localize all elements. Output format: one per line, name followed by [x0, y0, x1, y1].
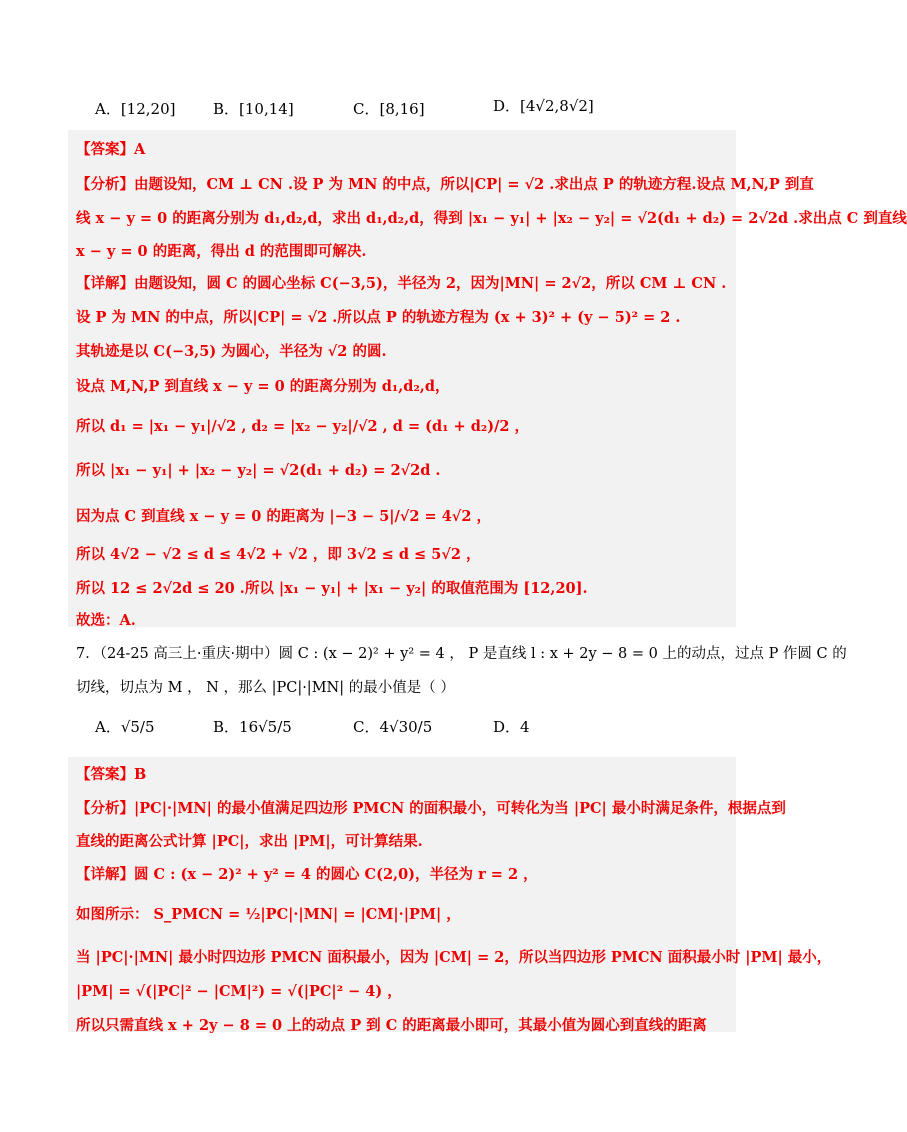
q6-analysis-line-1: 【分析】由题设知，CM ⊥ CN .设 P 为 MN 的中点，所以|CP| = √2 .求出点 P 的轨迹方程.设点 M,N,P 到直	[76, 176, 814, 193]
q6-detail-line-1: 【详解】由题设知，圆 C 的圆心坐标 C(−3,5)，半径为 2，因为|MN| = 2√2，所以 CM ⊥ CN .	[76, 275, 727, 292]
q7-analysis-line-1: 【分析】|PC|·|MN| 的最小值满足四边形 PMCN 的面积最小，可转化为当 |PC| 最小时满足条件，根据点到	[76, 800, 786, 817]
q6-detail-line-8: 所以 4√2 − √2 ≤ d ≤ 4√2 + √2 ，即 3√2 ≤ d ≤ 5√2 ，	[76, 546, 481, 563]
q6-conclusion: 故选：A.	[76, 612, 136, 629]
q6-option-c: C．[8,16]	[353, 100, 425, 118]
q7-option-c: C．4√30/5	[353, 718, 433, 736]
q7-option-a: A．√5/5	[95, 718, 155, 736]
q6-detail-line-3: 其轨迹是以 C(−3,5) 为圆心，半径为 √2 的圆.	[76, 343, 387, 360]
q7-detail-line-5: 所以只需直线 x + 2y − 8 = 0 上的动点 P 到 C 的距离最小即可，其最小值为圆心到直线的距离	[76, 1017, 707, 1034]
q7-detail-line-4: |PM| = √(|PC|² − |CM|²) = √(|PC|² − 4) ，	[76, 983, 402, 1000]
q6-option-d: D．[4√2,8√2]	[493, 97, 594, 115]
q7-detail-line-1: 【详解】圆 C : (x − 2)² + y² = 4 的圆心 C(2,0)，半径为 r = 2 ，	[76, 866, 538, 883]
q7-stem-line-1: 7．（24-25 高三上·重庆·期中）圆 C : (x − 2)² + y² = 4 ， P 是直线 l : x + 2y − 8 = 0 上的动点，过点 P 作圆 C 的	[76, 646, 847, 662]
q6-analysis-line-2: 线 x − y = 0 的距离分别为 d₁,d₂,d，求出 d₁,d₂,d，得到 |x₁ − y₁| + |x₂ − y₂| = √2(d₁ + d₂) = 2√2d .求出点 C 到直线	[76, 210, 907, 227]
q6-detail-line-7: 因为点 C 到直线 x − y = 0 的距离为 |−3 − 5|/√2 = 4√2 ，	[76, 508, 491, 525]
q6-answer: 【答案】A	[76, 141, 146, 158]
q7-detail-line-3: 当 |PC|·|MN| 最小时四边形 PMCN 面积最小，因为 |CM| = 2，所以当四边形 PMCN 面积最小时 |PM| 最小，	[76, 949, 832, 966]
q6-option-b: B．[10,14]	[213, 100, 294, 118]
q6-analysis-line-3: x − y = 0 的距离，得出 d 的范围即可解决.	[76, 243, 367, 260]
q6-detail-line-2: 设 P 为 MN 的中点，所以|CP| = √2 .所以点 P 的轨迹方程为 (x + 3)² + (y − 5)² = 2 .	[76, 309, 681, 326]
q6-detail-line-5: 所以 d₁ = |x₁ − y₁|/√2 , d₂ = |x₂ − y₂|/√2 , d = (d₁ + d₂)/2 ，	[76, 418, 530, 435]
q7-analysis-line-2: 直线的距离公式计算 |PC|，求出 |PM|，可计算结果.	[76, 833, 423, 850]
q7-option-b: B．16√5/5	[213, 718, 292, 736]
q7-detail-line-2: 如图所示： S_PMCN = ½|PC|·|MN| = |CM|·|PM| ，	[76, 906, 461, 923]
q6-detail-line-9: 所以 12 ≤ 2√2d ≤ 20 .所以 |x₁ − y₁| + |x₁ − y₂| 的取值范围为 [12,20].	[76, 580, 588, 597]
q6-detail-line-6: 所以 |x₁ − y₁| + |x₂ − y₂| = √2(d₁ + d₂) = 2√2d .	[76, 462, 441, 479]
q7-answer: 【答案】B	[76, 766, 147, 783]
q7-option-d: D．4	[493, 718, 530, 736]
q7-stem-line-2: 切线，切点为 M ， N ，那么 |PC|·|MN| 的最小值是（ ）	[76, 680, 455, 696]
q6-option-a: A．[12,20]	[95, 100, 176, 118]
q6-detail-line-4: 设点 M,N,P 到直线 x − y = 0 的距离分别为 d₁,d₂,d，	[76, 378, 450, 395]
